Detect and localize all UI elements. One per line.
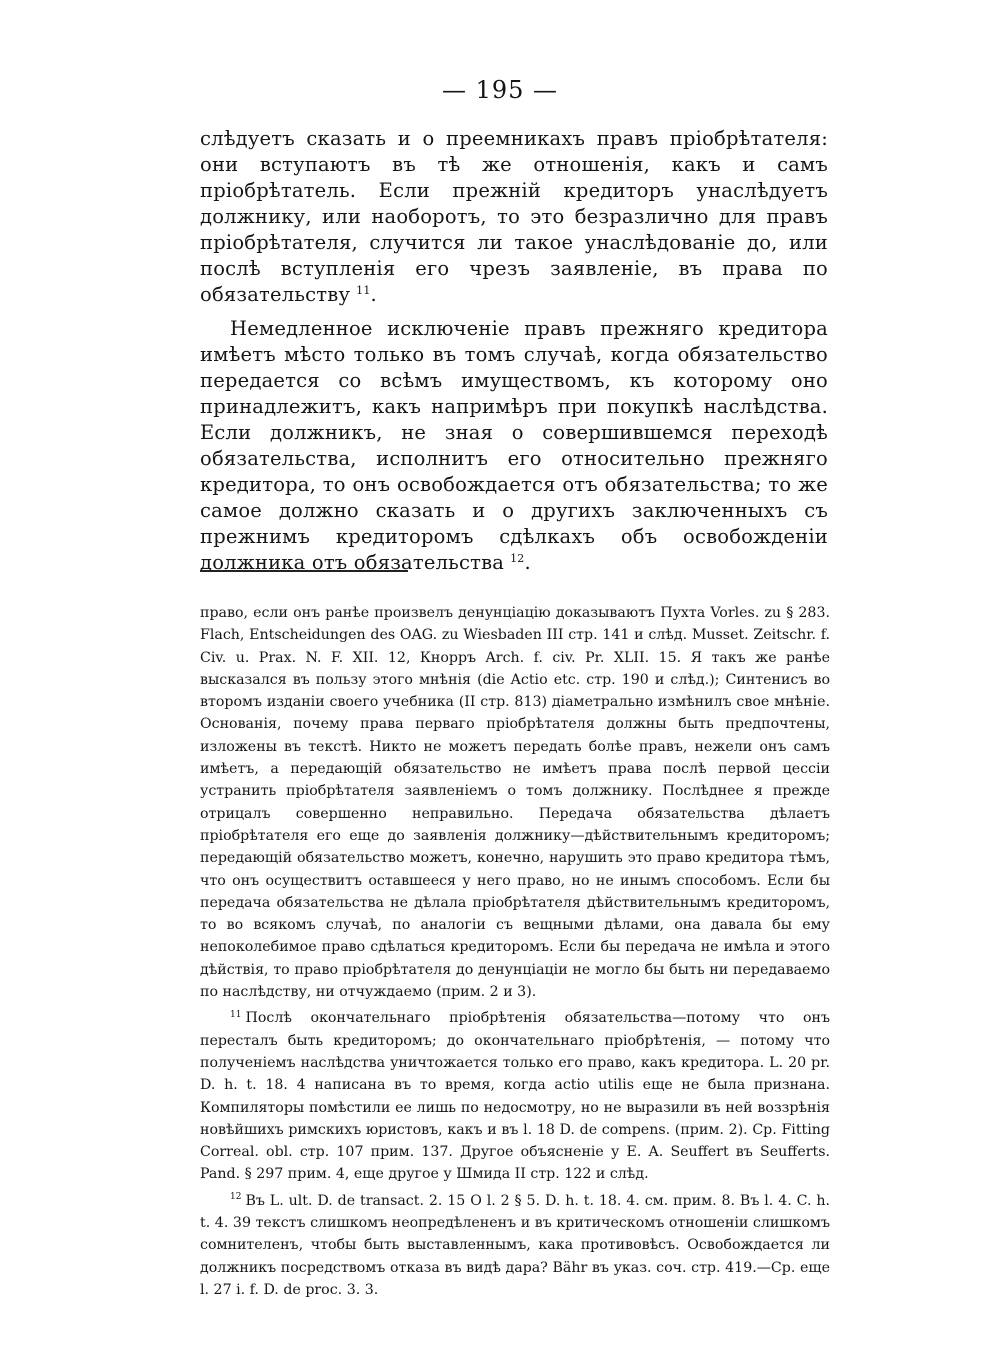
paragraph-2-end: . [524, 551, 531, 574]
main-text [200, 126, 828, 576]
footnote-separator [200, 570, 408, 572]
paragraph-1-text: слѣдуетъ сказать и о преемникахъ правъ пріобрѣтателя: они вступаютъ въ тѣ же отношенія, какъ и самъ пріобрѣтатель. Если прежній кредиторъ унаслѣдуетъ должнику, или наоборотъ, то это безразлично для правъ пріобрѣтателя, случится ли такое унаслѣдованіе до, или послѣ вступленія его чрезъ заявленіе, въ права по обязательству [200, 127, 828, 306]
footnote-12 [200, 1190, 830, 1301]
footnote-ref-12: 12 [510, 551, 525, 565]
paragraph-2-text: Немедленное исключеніе правъ прежняго кредитора имѣетъ мѣсто только въ томъ случаѣ, когда обязательство передается со всѣмъ имуществомъ, къ которому оно принадлежитъ, какъ напримѣръ при покупкѣ наслѣдства. Если должникъ, не зная о совершившемся переходѣ обязательства, исполнитъ его относительно прежняго кредитора, то онъ освобождается отъ обязательства; то же самое должно сказать и о другихъ заключенныхъ съ прежнимъ кредиторомъ сдѣлкахъ объ освобожденіи должника отъ обязательства [200, 317, 828, 574]
footnote-ref-11: 11 [356, 283, 371, 297]
footnote-12-mark: 12 [230, 1191, 242, 1202]
footnote-11-mark: 11 [230, 1009, 242, 1020]
footnote-continuation: право, если онъ ранѣе произвелъ денунціацію доказываютъ Пухта Vorles. zu § 283. Flach, Entscheidungen des OAG. zu Wiesbaden III стр. 141 и слѣд. Musset. Zeitschr. f. Civ. u. Prax. N. F. XII. 12, Кнорръ Arch. f. civ. Pr. XLII. 15. Я такъ же ранѣе высказался въ пользу этого мнѣнія (die Actio etc. стр. 190 и слѣд.); Синтенисъ во второмъ изданіи своего учебника (II стр. 813) діаметрально измѣнилъ свое мнѣніе. Основанія, почему права перваго пріобрѣтателя должны быть предпочтены, изложены въ текстѣ. Никто не можетъ передать болѣе правъ, нежели онъ самъ имѣетъ, а передающій обязательство не имѣетъ права послѣ первой цессіи устранить пріобрѣтателя заявленіемъ о томъ должнику. Послѣднее я прежде отрицалъ совершенно неправильно. Передача обязательства дѣлаетъ пріобрѣтателя его еще до заявленія должнику—дѣйствительнымъ кредиторомъ; передающій обязательство можетъ, конечно, нарушить это право кредитора тѣмъ, что онъ осуществитъ оставшееся у него право, но не инымъ способомъ. Если бы передача обязательства не дѣлала пріобрѣтателя дѣйствительнымъ кредиторомъ, то во всякомъ случаѣ, по аналогіи съ вещными дѣлами, она давала бы ему непоколебимое право сдѣлаться кредиторомъ. Если бы передача не имѣла и этого дѣйствія, то право пріобрѣтателя до денунціаціи не могло бы быть ни передаваемо по наслѣдству, ни отчуждаемо (прим. 2 и 3). [200, 605, 830, 1001]
footnotes [200, 602, 830, 1301]
footnote-11-text: Послѣ окончательнаго пріобрѣтенія обязательства—потому что онъ пересталъ быть кредиторомъ; до окончательнаго пріобрѣтенія, — потому что полученіемъ наслѣдства уничтожается только его право, какъ кредитора. L. 20 pr. D. h. t. 18. 4 написана въ то время, когда actio utilis еще не была признана. Компиляторы помѣстили ее лишь по недосмотру, но не выразили въ ней воззрѣнія новѣйшихъ римскихъ юристовъ, какъ и въ l. 18 D. de compens. (прим. 2). Cp. Fitting Correal. obl. стр. 107 прим. 137. Другое объясненіе у E. A. Seuffert въ Seufferts. Pand. § 297 прим. 4, еще другое у Шмида II стр. 122 и слѣд. [200, 1010, 830, 1183]
paragraph-2 [200, 316, 828, 576]
footnote-11 [200, 1007, 830, 1185]
footnote-12-text: Въ L. ult. D. de transact. 2. 15 O l. 2 § 5. D. h. t. 18. 4. см. прим. 8. Въ l. 4. C. h. t. 4. 39 текстъ слишкомъ неопредѣлененъ и въ критическомъ отношеніи слишкомъ сомнителенъ, чтобы быть выставленнымъ, кака противовѣсъ. Освобождается ли должникъ посредствомъ отказа въ видѣ дара? Bähr въ указ. соч. стр. 419.—Cp. еще l. 27 i. f. D. de proc. 3. 3. [200, 1192, 830, 1298]
page-number: — 195 — [441, 76, 559, 104]
paragraph-1 [200, 126, 828, 308]
paragraph-1-end: . [370, 283, 377, 306]
